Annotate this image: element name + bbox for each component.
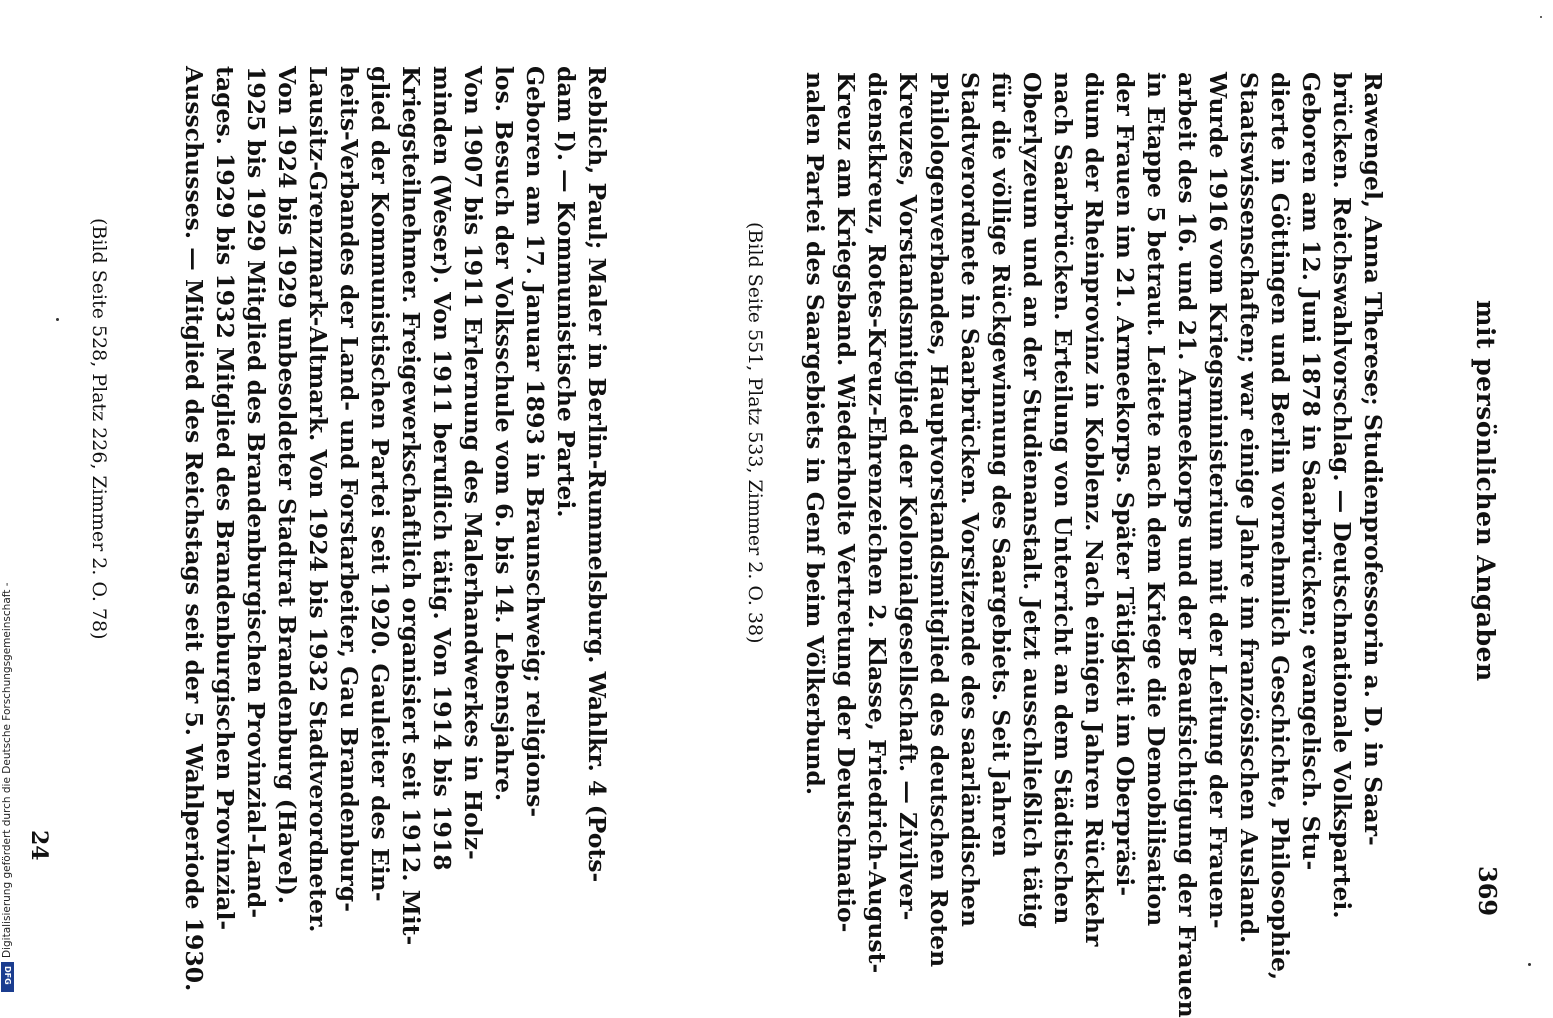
entry-rawengel xyxy=(799,72,1388,1018)
running-title: mit persönlichen Angaben xyxy=(1471,300,1500,682)
page-number-bottom: 24 xyxy=(26,830,52,861)
text-line: Kreuz am Kriegsband. Wiederholte Vertretung der Deutschnatio- xyxy=(832,72,860,933)
text-line: nalen Partei des Saargebiets in Genf beim Völkerbund. xyxy=(801,72,829,796)
text-line: Oberlyzeum und an der Studienanstalt. Jetzt ausschließlich tätig xyxy=(1018,72,1046,929)
dfg-logo: DFG xyxy=(1,962,14,992)
text-line: in Etappe 5 betraut. Leitete nach dem Kriege die Demobilisation xyxy=(1142,72,1170,927)
text-line: dierte in Göttingen und Berlin vornehmlich Geschichte, Philosophie, xyxy=(1266,72,1294,981)
text-line: Reblich, Paul; Maler in Berlin-Rummelsburg. Wahlkr. 4 (Pots- xyxy=(583,66,611,883)
text-line: Von 1924 bis 1929 unbesoldeter Stadtrat Brandenburg (Havel). xyxy=(273,66,301,905)
text-line: Kreuzes, Vorstandsmitglied der Kolonialgesellschaft. — Zivilver- xyxy=(894,72,922,921)
text-line: arbeit des 16. und 21. Armeekorps und der Beaufsichtigung der Frauen xyxy=(1173,72,1201,1018)
text-line: Von 1907 bis 1911 Erlernung des Malerhandwerkes in Holz- xyxy=(459,66,487,860)
text-line: Kriegsteilnehmer. Freigewerkschaftlich organisiert seit 1912. Mit- xyxy=(397,66,425,946)
text-line: los. Besuch der Volksschule vom 6. bis 14. Lebensjahre. xyxy=(490,66,518,802)
text-line: heits-Verbandes der Land- und Forstarbeiter, Gau Brandenburg- xyxy=(335,66,363,912)
text-line: der Frauen im 21. Armeekorps. Später Tätigkeit im Oberpräsi- xyxy=(1111,72,1139,897)
text-line: Geboren am 12. Juni 1878 in Saarbrücken; evangelisch. Stu- xyxy=(1297,72,1325,871)
text-line: nach Saarbrücken. Erteilung von Unterricht an dem Städtischen xyxy=(1049,72,1077,925)
text-line: minden (Weser). Von 1911 beruflich tätig. Von 1914 bis 1918 xyxy=(428,66,456,871)
text-line: Wurde 1916 vom Kriegsministerium mit der Leitung der Frauen- xyxy=(1204,72,1232,929)
entry-reblich xyxy=(178,66,612,992)
text-line: dium der Rheinprovinz in Koblenz. Nach einigen Jahren Rückkehr xyxy=(1080,72,1108,947)
text-line: Lausitz-Grenzmark-Altmark. Von 1924 bis 1932 Stadtverordneter. xyxy=(304,66,332,933)
text-line: Staatswissenschaften; war einige Jahre im französischen Ausland. xyxy=(1235,72,1263,944)
digitization-credit: Digitalisierung gefördert durch die Deutsche Forschungsgemeinschaft - xyxy=(1,582,13,958)
page-number-top: 369 xyxy=(1473,866,1502,917)
scan-speck xyxy=(1540,16,1542,18)
text-line: Philologenverbandes, Hauptvorstandsmitglied des deutschen Roten xyxy=(925,72,953,968)
scan-speck xyxy=(1528,963,1531,966)
entry-reblich-caption: (Bild Seite 528, Platz 226, Zimmer 2. O. 78) xyxy=(88,218,110,640)
entry-rawengel-caption: (Bild Seite 551, Platz 533, Zimmer 2. O. 38) xyxy=(744,222,766,644)
text-line: Ausschusses. — Mitglied des Reichstags seit der 5. Wahlperiode 1930. xyxy=(180,66,208,992)
text-line: Rawengel, Anna Therese; Studienprofessorin a. D. in Saar- xyxy=(1359,72,1387,846)
text-line: für die völlige Rückgewinnung des Saargebiets. Seit Jahren xyxy=(987,72,1015,858)
text-line: glied der Kommunistischen Partei seit 1920. Gauleiter des Ein- xyxy=(366,66,394,902)
text-line: Stadtverordnete in Saarbrücken. Vorsitzende des saarländischen xyxy=(956,72,984,927)
text-line: Geboren am 17. Januar 1893 in Braunschweig; religions- xyxy=(521,66,549,818)
text-line: dam I). — Kommunistische Partei. xyxy=(552,66,580,518)
text-line: 1925 bis 1929 Mitglied des Brandenburgischen Provinzial-Land- xyxy=(242,66,270,919)
scan-speck xyxy=(56,318,59,321)
text-line: tages. 1929 bis 1932 Mitglied des Brandenburgischen Provinzial- xyxy=(211,66,239,931)
text-line: dienstkreuz, Rotes-Kreuz-Ehrenzeichen 2. Klasse, Friedrich-August- xyxy=(863,72,891,974)
text-line: brücken. Reichswahlvorschlag. — Deutschnationale Volkspartei. xyxy=(1328,72,1356,919)
